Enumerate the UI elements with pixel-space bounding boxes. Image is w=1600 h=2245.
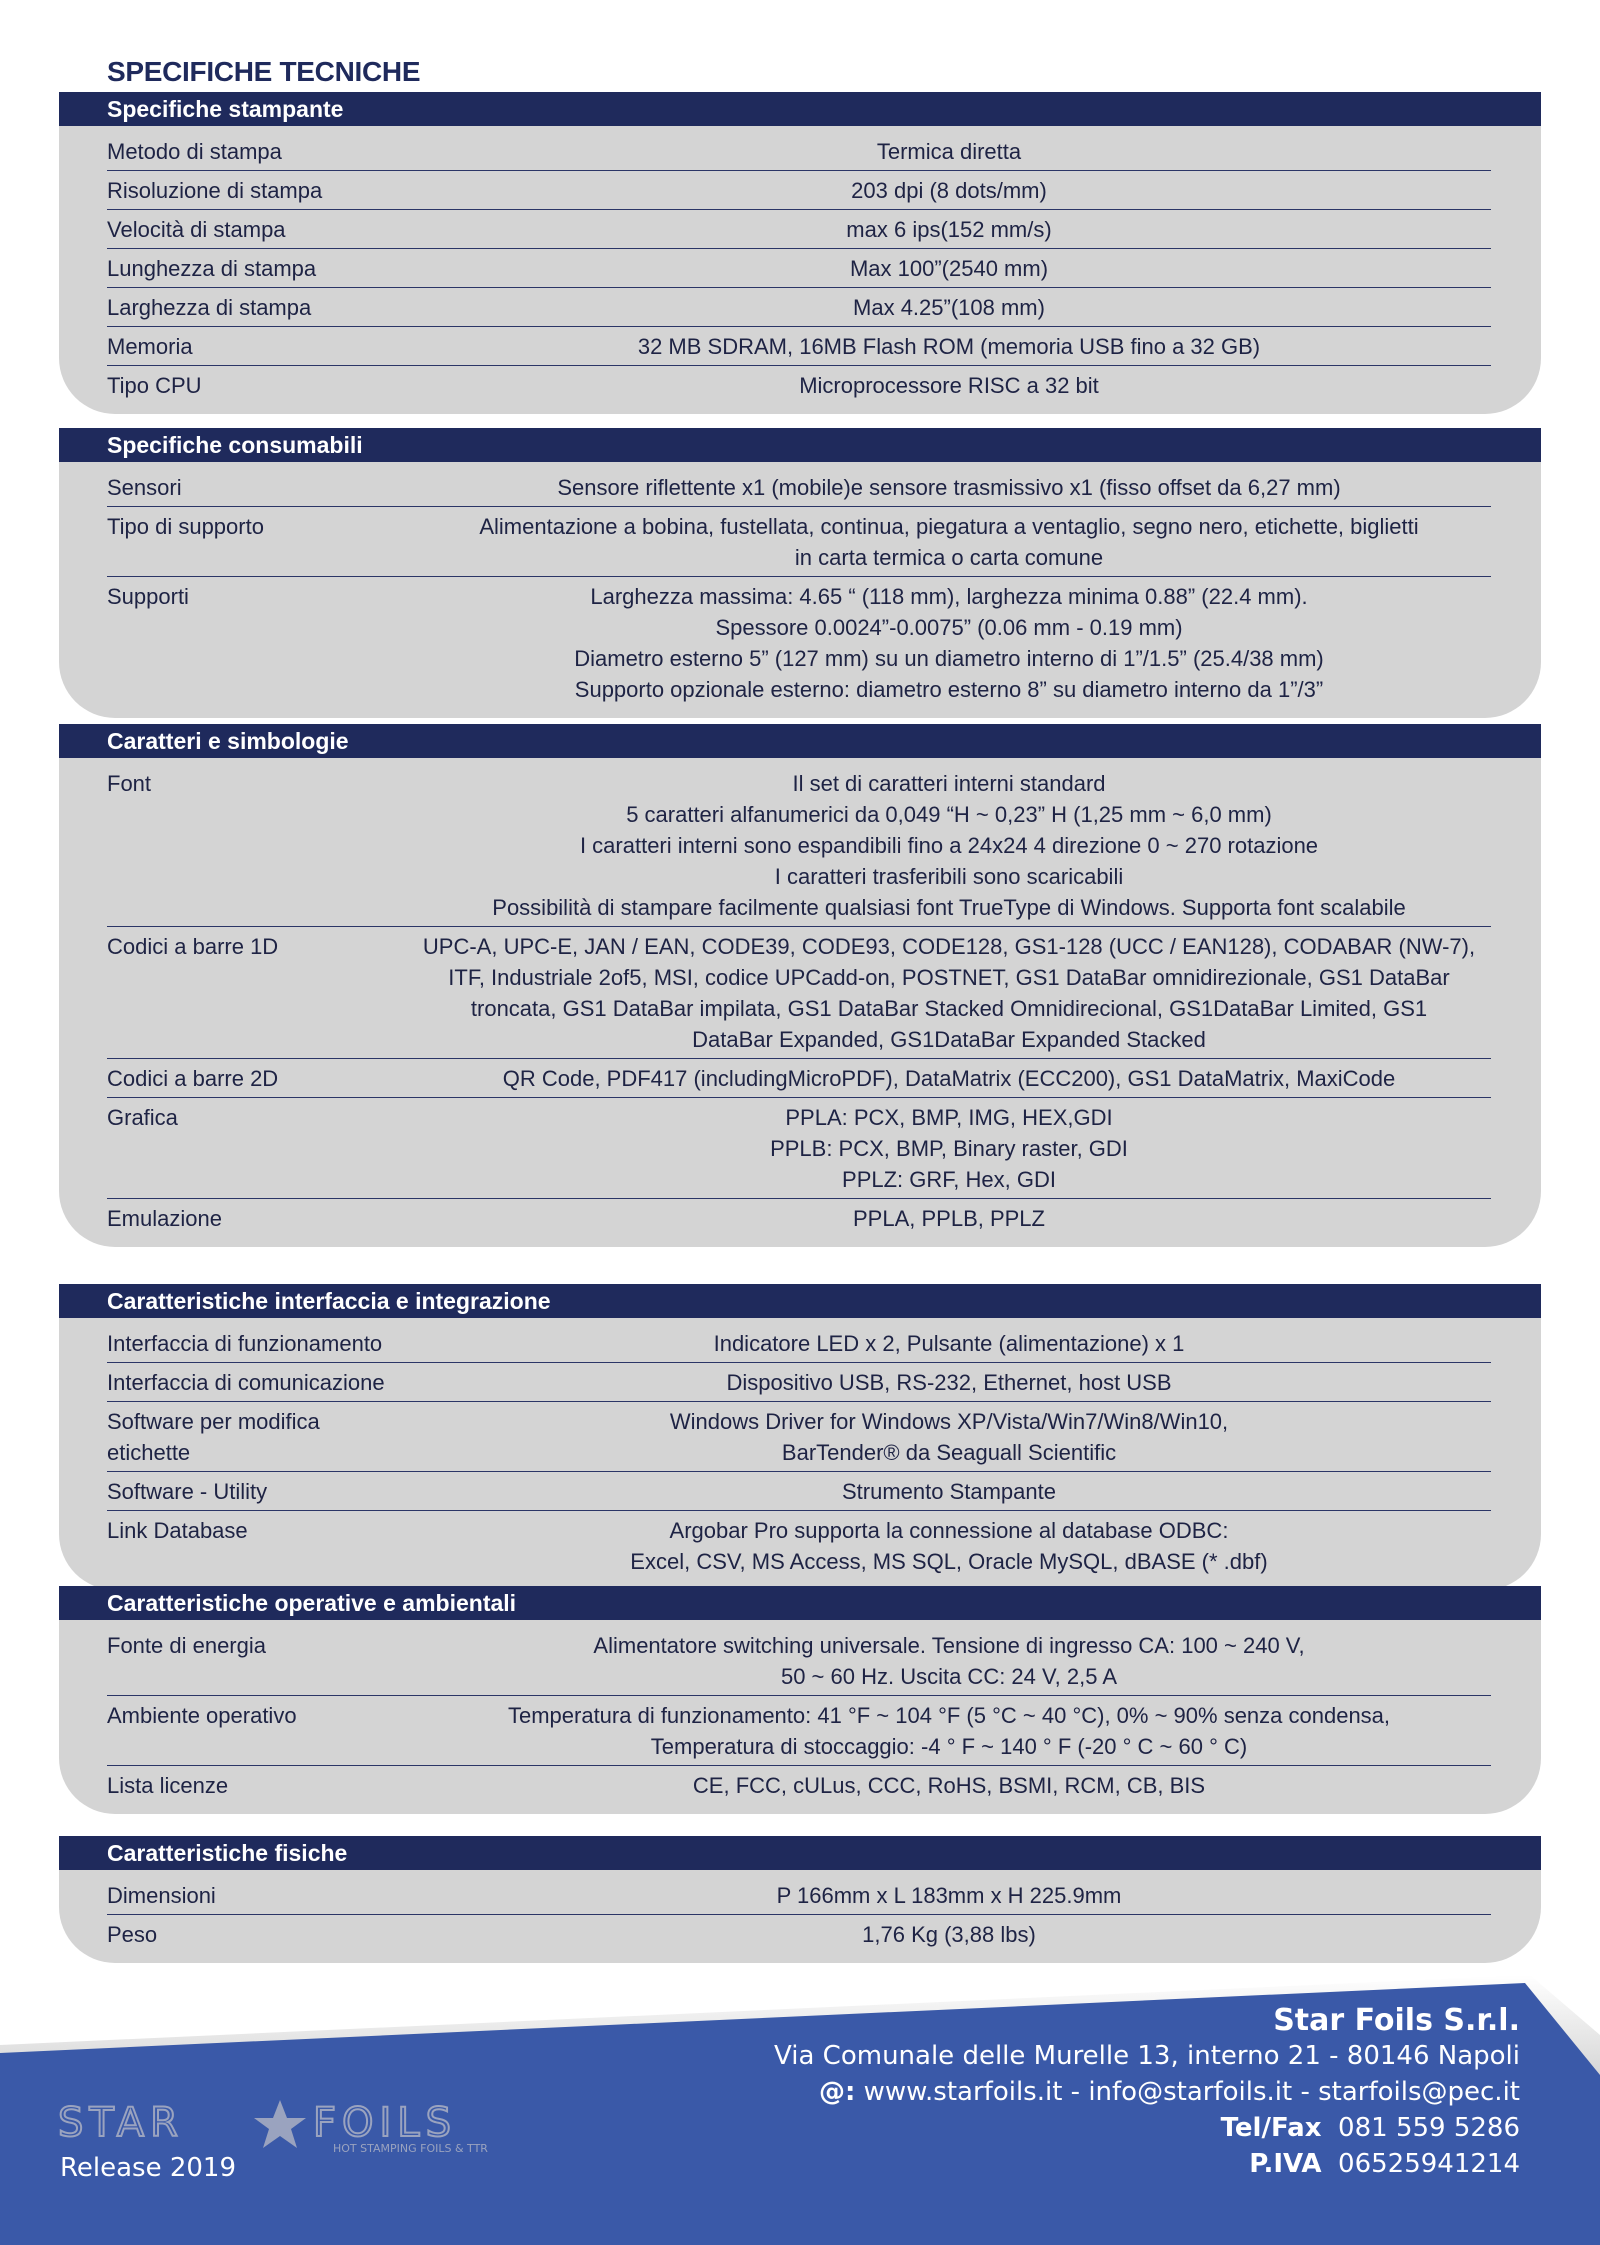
spec-label: Metodo di stampa [107,139,282,164]
spec-label: Peso [107,1922,158,1947]
spec-value: QR Code, PDF417 (includingMicroPDF), DataMatrix (ECC200), GS1 DataMatrix, MaxiCode [502,1066,1396,1091]
spec-row [107,249,1491,288]
spec-label: Interfaccia di funzionamento [107,1331,383,1356]
spec-section [59,1284,1541,1590]
spec-label: Lista licenze [107,1773,229,1798]
spec-value: P 166mm x L 183mm x H 225.9mm [776,1883,1122,1908]
spec-value: Sensore riflettente x1 (mobile)e sensore trasmissivo x1 (fisso offset da 6,27 mm) [557,475,1341,500]
spec-label: Ambiente operativo [107,1703,297,1728]
section-panel [59,460,1541,718]
spec-label: Larghezza di stampa [107,295,312,320]
spec-value: Alimentatore switching universale. Tensione di ingresso CA: 100 ~ 240 V, 50 ~ 60 Hz. Uscita CC: 24 V, 2,5 A [593,1633,1305,1689]
section-panel [59,1618,1541,1814]
spec-row [107,927,1491,1059]
spec-value: UPC-A, UPC-E, JAN / EAN, CODE39, CODE93, CODE128, GS1-128 (UCC / EAN128), CODABAR (NW-7), ITF, Industriale 2of5, MSI, codice UPCadd-on, POSTNET, GS1 DataBar omnidirezionale, GS1 DataBar troncata, GS1 DataBar impilata, GS1 DataBar Stacked Omnidirecional, GS1DataBar Limited, GS1 DataBar Expanded, GS1DataBar Expanded Stacked [422,934,1476,1052]
spec-value: Il set di caratteri interni standard 5 caratteri alfanumerici da 0,049 “H ~ 0,23” H (1,25 mm ~ 6,0 mm) I caratteri interni sono espandibili fino a 24x24 4 direzione 0 ~ 270 rotazione I caratteri trasferibili sono scaricabili Possibilità di stampare facilmente qualsiasi font TrueType di Windows. Supporta font scalabile [492,771,1406,920]
spec-value: PPLA: PCX, BMP, IMG, HEX,GDI PPLB: PCX, BMP, Binary raster, GDI PPLZ: GRF, Hex, GDI [770,1105,1128,1192]
piva-number: 06525941214 [1338,2149,1520,2179]
spec-label: Software per modifica etichette [107,1409,320,1465]
spec-label: Codici a barre 1D [107,934,279,959]
section-panel [59,124,1541,414]
release-label: Release 2019 [60,2153,237,2183]
spec-value: Temperatura di funzionamento: 41 °F ~ 104 °F (5 °C ~ 40 °C), 0% ~ 90% senza condensa, Temperatura di stoccaggio: -4 ° F ~ 140 ° F (-20 ° C ~ 60 ° C) [507,1703,1391,1759]
spec-row [107,577,1491,708]
piva-label: P.IVA [1249,2149,1322,2179]
spec-row [107,1402,1491,1472]
company-address: Via Comunale delle Murelle 13, interno 21 - 80146 Napoli [774,2041,1520,2071]
logo-tagline: HOT STAMPING FOILS & TTR [333,2142,488,2155]
company-web-line [819,2077,1520,2107]
spec-value: PPLA, PPLB, PPLZ [853,1206,1045,1231]
web-links[interactable]: www.starfoils.it - info@starfoils.it - starfoils@pec.it [855,2077,1520,2107]
section-header: Caratteristiche fisiche [59,1836,1541,1870]
spec-row [107,1766,1491,1804]
spec-label: Link Database [107,1518,248,1543]
web-prefix: @: [818,2077,856,2107]
spec-row [107,764,1491,927]
spec-label: Velocità di stampa [107,217,286,242]
spec-label: Grafica [107,1105,178,1130]
spec-value: CE, FCC, cULus, CCC, RoHS, BSMI, RCM, CB, BIS [692,1773,1206,1798]
spec-row [107,1876,1491,1915]
spec-label: Memoria [107,334,193,359]
section-panel [59,756,1541,1247]
spec-row [107,327,1491,366]
spec-value: Max 4.25”(108 mm) [853,295,1045,320]
spec-row [107,468,1491,507]
spec-row [107,1098,1491,1199]
company-piva-line [1249,2149,1520,2179]
spec-section [59,428,1541,718]
spec-label: Tipo di supporto [107,514,264,539]
section-header: Caratteri e simbologie [59,724,1541,758]
spec-row [107,1915,1491,1953]
spec-section [59,724,1541,1247]
spec-row [107,507,1491,577]
spec-label: Sensori [107,475,182,500]
logo-text-left: STAR [58,2100,184,2146]
spec-value: Alimentazione a bobina, fustellata, continua, piegatura a ventaglio, segno nero, etichette, biglietti in carta termica o carta comune [479,514,1419,570]
section-header: Specifiche stampante [59,92,1541,126]
spec-row [107,171,1491,210]
spec-value: Indicatore LED x 2, Pulsante (alimentazione) x 1 [713,1331,1185,1356]
spec-label: Lunghezza di stampa [107,256,317,281]
spec-row [107,1324,1491,1363]
spec-row [107,1199,1491,1237]
page-title: SPECIFICHE TECNICHE [107,56,421,87]
spec-value: Dispositivo USB, RS-232, Ethernet, host USB [726,1370,1172,1395]
section-header: Caratteristiche interfaccia e integrazione [59,1284,1541,1318]
spec-label: Interfaccia di comunicazione [107,1370,385,1395]
spec-section [59,1586,1541,1814]
logo-star-icon [254,2100,306,2148]
spec-value: max 6 ips(152 mm/s) [846,217,1052,242]
spec-label: Software - Utility [107,1479,268,1504]
spec-row [107,1363,1491,1402]
spec-value: Max 100”(2540 mm) [849,256,1049,281]
company-tel-line [1221,2113,1520,2143]
spec-row [107,1472,1491,1511]
spec-value: Termica diretta [876,139,1022,164]
spec-row [107,288,1491,327]
section-panel [59,1316,1541,1590]
spec-row [107,1511,1491,1580]
tel-number: 081 559 5286 [1338,2113,1520,2143]
spec-label: Emulazione [107,1206,222,1231]
spec-value: 32 MB SDRAM, 16MB Flash ROM (memoria USB fino a 32 GB) [637,334,1261,359]
section-panel [59,1868,1541,1963]
spec-label: Dimensioni [107,1883,216,1908]
spec-label: Risoluzione di stampa [107,178,323,203]
spec-row [107,366,1491,404]
spec-value: Windows Driver for Windows XP/Vista/Win7/Win8/Win10, BarTender® da Seaguall Scientific [669,1409,1229,1465]
spec-value: 203 dpi (8 dots/mm) [851,178,1047,203]
spec-section [59,92,1541,414]
spec-row [107,1059,1491,1098]
spec-row [107,210,1491,249]
company-name: Star Foils S.r.l. [1273,2003,1520,2038]
spec-row [107,1626,1491,1696]
spec-value: Argobar Pro supporta la connessione al database ODBC: Excel, CSV, MS Access, MS SQL, Oracle MySQL, dBASE (* .dbf) [630,1518,1268,1574]
spec-value: 1,76 Kg (3,88 lbs) [862,1922,1036,1947]
spec-label: Font [107,771,152,796]
tel-label: Tel/Fax [1220,2113,1322,2143]
spec-label: Fonte di energia [107,1633,266,1658]
section-header: Specifiche consumabili [59,428,1541,462]
spec-value: Strumento Stampante [841,1479,1056,1504]
logo-text-right: FOILS [313,2100,457,2146]
spec-row [107,1696,1491,1766]
section-header: Caratteristiche operative e ambientali [59,1586,1541,1620]
spec-section [59,1836,1541,1963]
spec-value: Larghezza massima: 4.65 “ (118 mm), larghezza minima 0.88” (22.4 mm). Spessore 0.0024”-0.0075” (0.06 mm - 0.19 mm) Diametro esterno 5” (127 mm) su un diametro interno di 1”/1.5” (25.4/38 mm) Supporto opzionale esterno: diametro esterno 8” su diametro interno da 1”/3” [574,584,1324,702]
spec-label: Codici a barre 2D [107,1066,279,1091]
spec-row [107,132,1491,171]
spec-value: Microprocessore RISC a 32 bit [799,373,1099,398]
spec-label: Tipo CPU [107,373,202,398]
spec-label: Supporti [107,584,189,609]
